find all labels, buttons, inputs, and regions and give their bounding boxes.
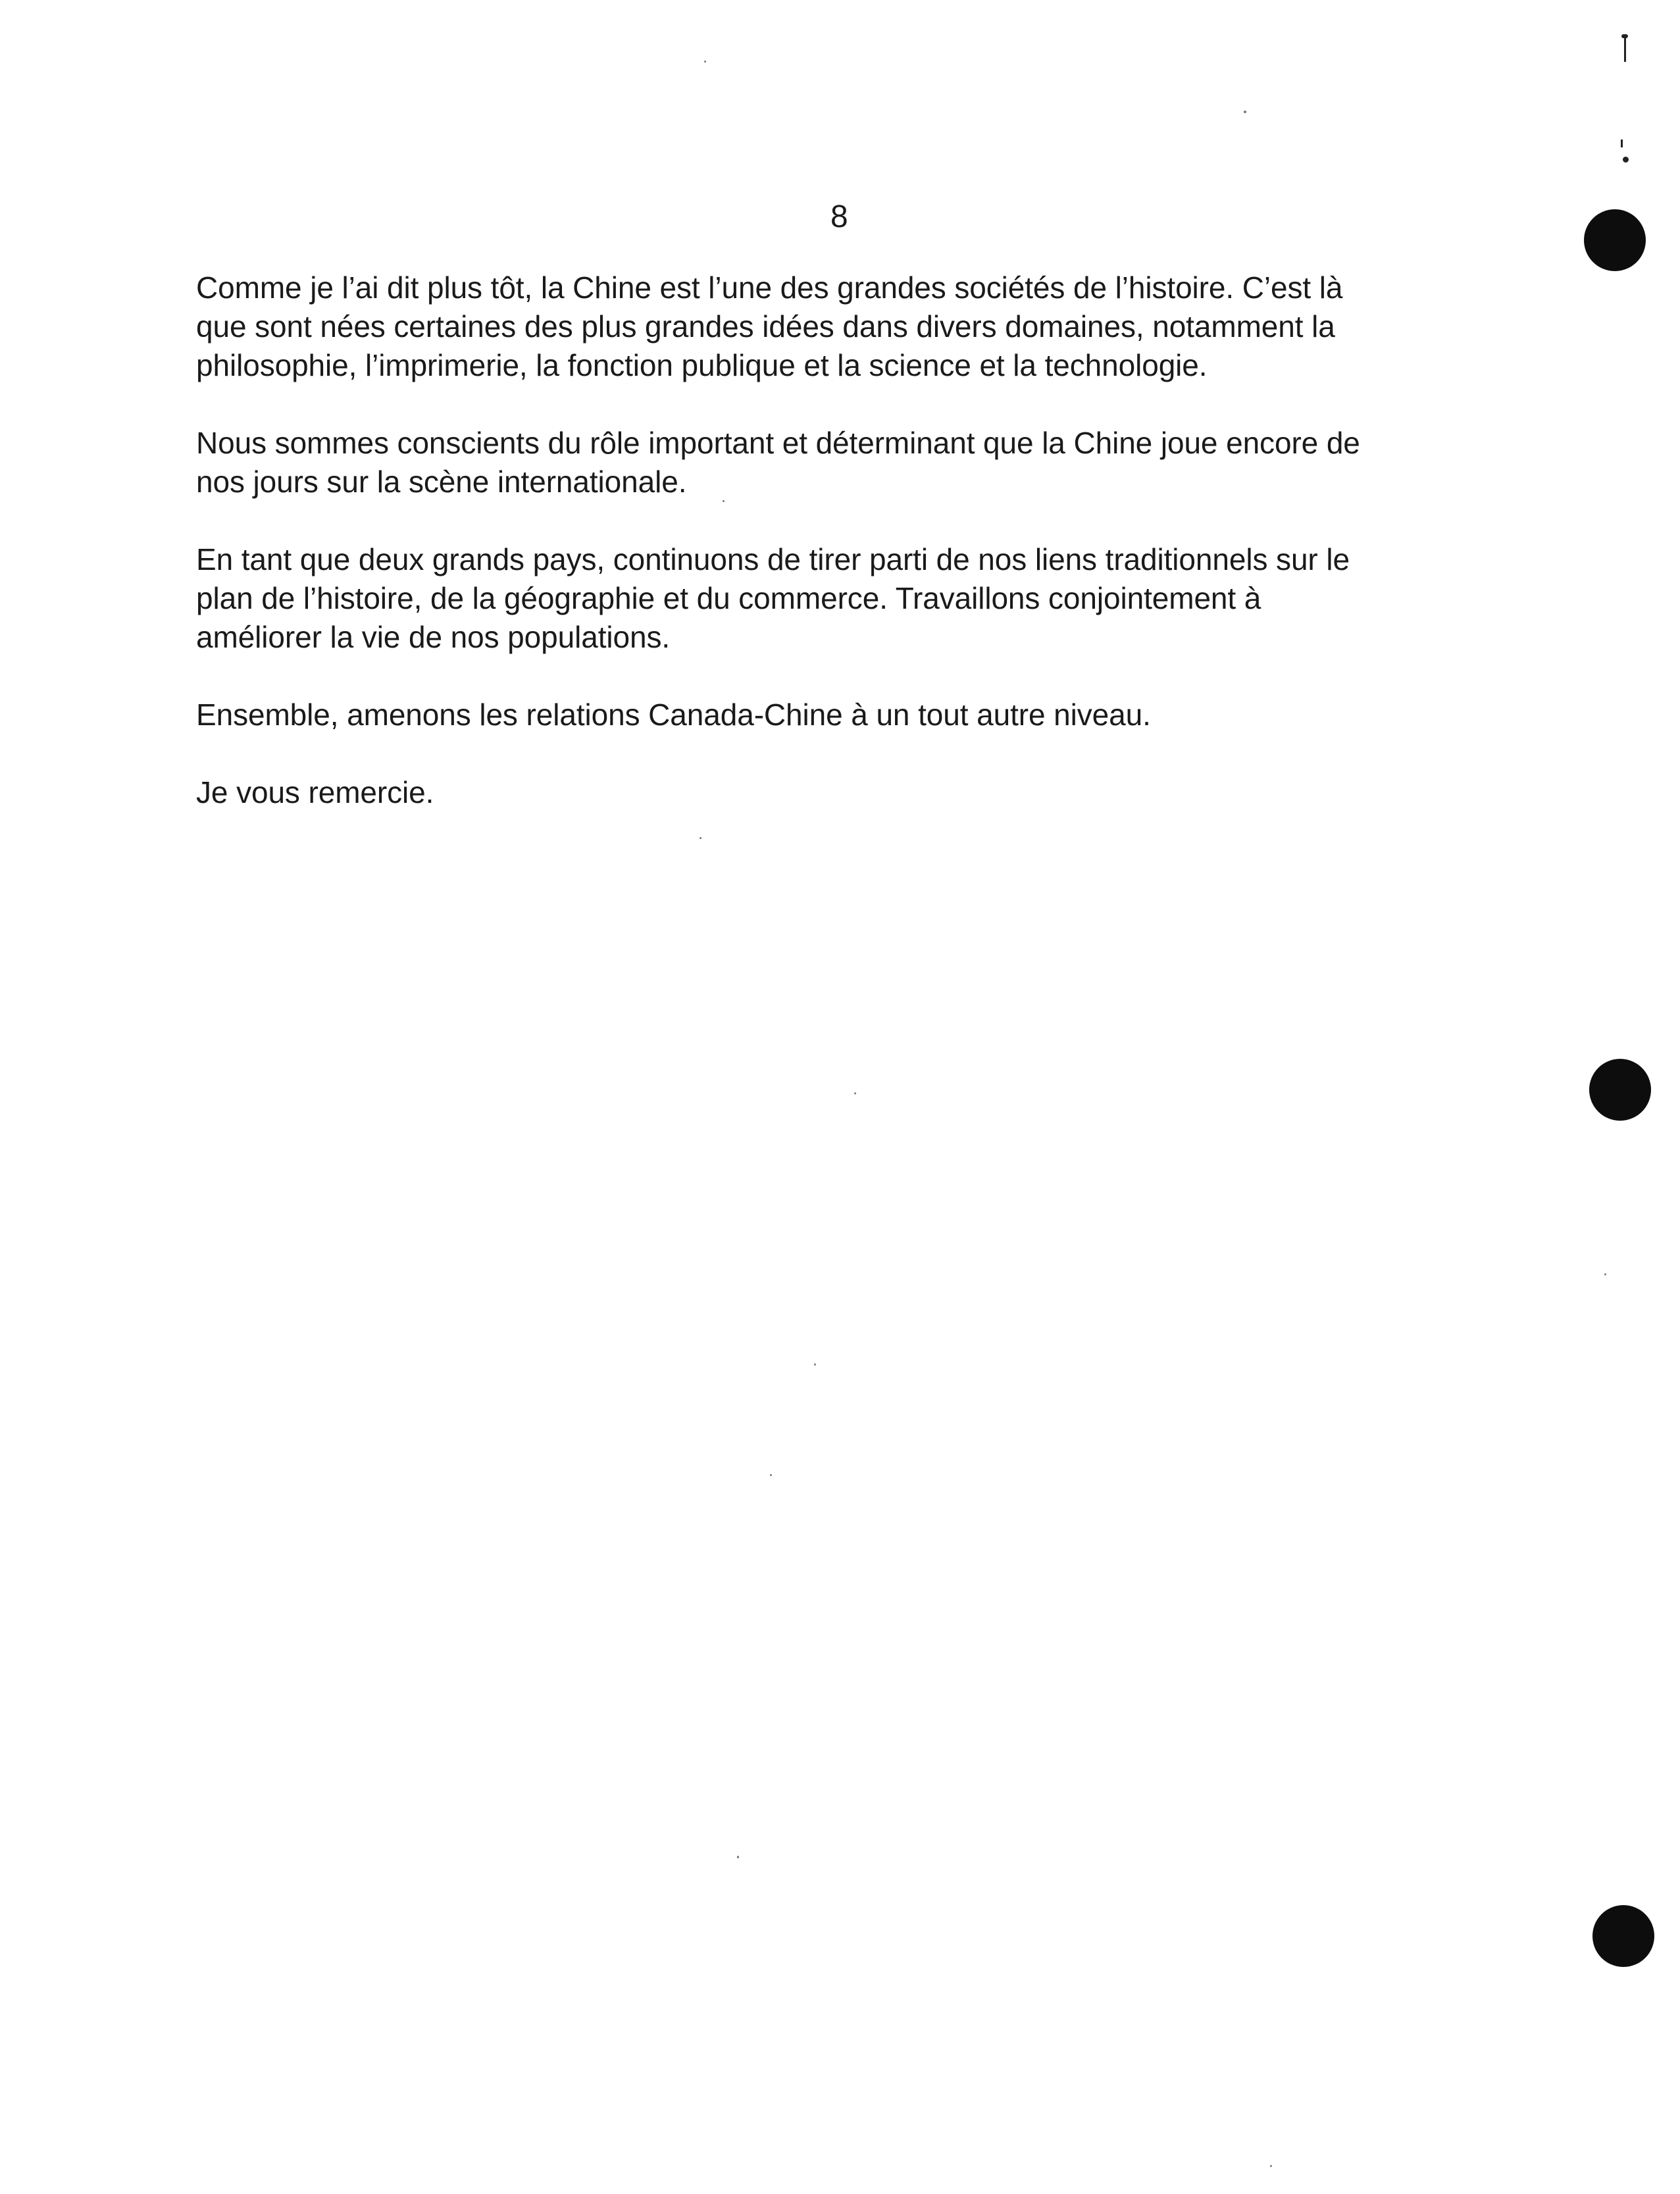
document-body [196,268,1506,851]
text-line: améliorer la vie de nos populations. [196,620,671,654]
scan-mark [1623,157,1629,163]
scan-speck [704,61,706,63]
text-line: que sont nées certaines des plus grandes idées dans divers domaines, notamment la [196,309,1335,344]
scan-speck [814,1364,816,1365]
text-line: En tant que deux grands pays, continuons de tirer parti de nos liens traditionnels sur le [196,542,1350,576]
paragraph-2 [196,424,1506,501]
scan-speck [854,1092,856,1094]
scan-mark [1621,140,1623,147]
punch-hole [1584,209,1646,271]
paragraph-3 [196,540,1506,657]
text-line: Comme je l’ai dit plus tôt, la Chine est l’une des grandes sociétés de l’histoire. C’est là [196,270,1343,305]
scan-speck [1270,2165,1272,2167]
text-line: Ensemble, amenons les relations Canada-Chine à un tout autre niveau. [196,698,1151,732]
punch-hole [1589,1059,1651,1121]
page-number: 8 [830,199,848,234]
text-line: Nous sommes conscients du rôle important et déterminant que la Chine joue encore de [196,426,1360,460]
text-line: plan de l’histoire, de la géographie et du commerce. Travaillons conjointement à [196,581,1261,615]
scan-speck [737,1856,739,1858]
paragraph-5 [196,773,1506,812]
text-line: nos jours sur la scène internationale. [196,465,687,499]
scan-speck [1244,111,1246,113]
paragraph-1 [196,268,1506,385]
scan-speck [770,1474,772,1476]
scan-speck [723,500,725,502]
scan-mark [1621,34,1628,38]
paragraph-4 [196,696,1506,734]
text-line: philosophie, l’imprimerie, la fonction publique et la science et la technologie. [196,348,1208,382]
scan-mark [1624,38,1626,62]
scan-speck [700,837,701,839]
text-line: Je vous remercie. [196,775,434,809]
punch-hole [1592,1905,1654,1967]
scan-speck [1604,1273,1606,1275]
